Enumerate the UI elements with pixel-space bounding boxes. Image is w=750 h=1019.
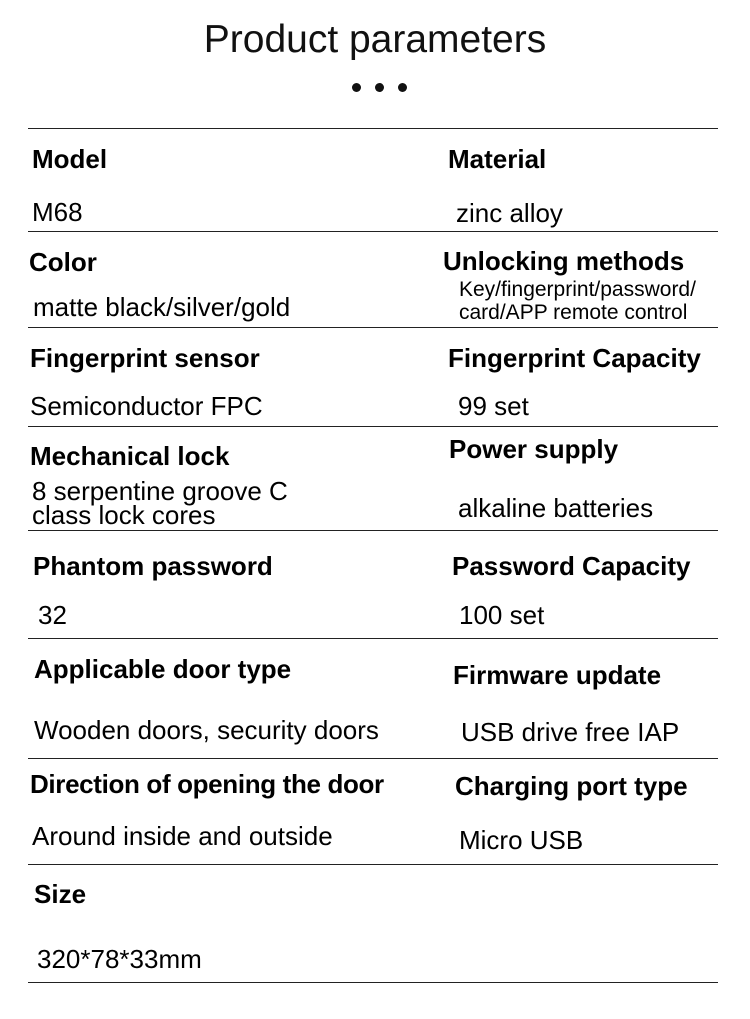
param-value-fingerprint-capacity: 99 set	[458, 391, 529, 421]
value-line: class lock cores	[32, 500, 216, 530]
param-value-password-capacity: 100 set	[459, 600, 545, 630]
param-label-phantom-password: Phantom password	[33, 551, 273, 581]
param-value-applicable-door-type: Wooden doors, security doors	[34, 715, 379, 745]
dot	[375, 83, 384, 92]
param-label-mechanical-lock: Mechanical lock	[30, 441, 230, 471]
divider	[28, 128, 718, 129]
divider	[28, 638, 718, 639]
dot	[398, 83, 407, 92]
param-label-door-opening-direction: Direction of opening the door	[30, 769, 384, 799]
value-line: card/APP remote control	[459, 301, 688, 324]
divider	[28, 982, 718, 983]
page-title: Product parameters	[203, 18, 547, 61]
param-label-fingerprint-sensor: Fingerprint sensor	[30, 343, 260, 373]
param-label-applicable-door-type: Applicable door type	[34, 654, 292, 684]
value-line: Key/fingerprint/password/	[459, 278, 696, 301]
param-label-material: Material	[448, 144, 547, 174]
param-value-firmware-update: USB drive free IAP	[461, 717, 680, 747]
param-value-color: matte black/silver/gold	[33, 292, 291, 322]
divider	[28, 231, 718, 232]
divider	[28, 426, 718, 427]
param-label-password-capacity: Password Capacity	[452, 551, 691, 581]
param-label-fingerprint-capacity: Fingerprint Capacity	[448, 343, 701, 373]
param-label-model: Model	[32, 144, 108, 174]
param-value-charging-port-type: Micro USB	[459, 825, 584, 855]
value-line: 8 serpentine groove C	[32, 476, 288, 506]
param-value-phantom-password: 32	[38, 600, 67, 630]
param-label-power-supply: Power supply	[449, 434, 619, 464]
divider	[28, 864, 718, 865]
param-label-charging-port-type: Charging port type	[455, 771, 688, 801]
title-dots	[352, 83, 407, 93]
param-value-size: 320*78*33mm	[37, 944, 202, 974]
divider	[28, 758, 718, 759]
divider	[28, 530, 718, 531]
param-label-size: Size	[34, 879, 87, 909]
param-label-unlocking-methods: Unlocking methods	[443, 246, 685, 276]
param-value-model: M68	[32, 197, 83, 227]
param-label-color: Color	[29, 247, 97, 277]
param-value-door-opening-direction: Around inside and outside	[32, 821, 333, 851]
param-value-material: zinc alloy	[456, 198, 563, 228]
param-value-mechanical-lock	[32, 476, 288, 530]
param-label-firmware-update: Firmware update	[453, 660, 662, 690]
divider	[28, 327, 718, 328]
param-value-unlocking-methods	[459, 278, 696, 324]
param-value-fingerprint-sensor: Semiconductor FPC	[30, 391, 263, 421]
dot	[352, 83, 361, 92]
param-value-power-supply: alkaline batteries	[458, 493, 654, 523]
